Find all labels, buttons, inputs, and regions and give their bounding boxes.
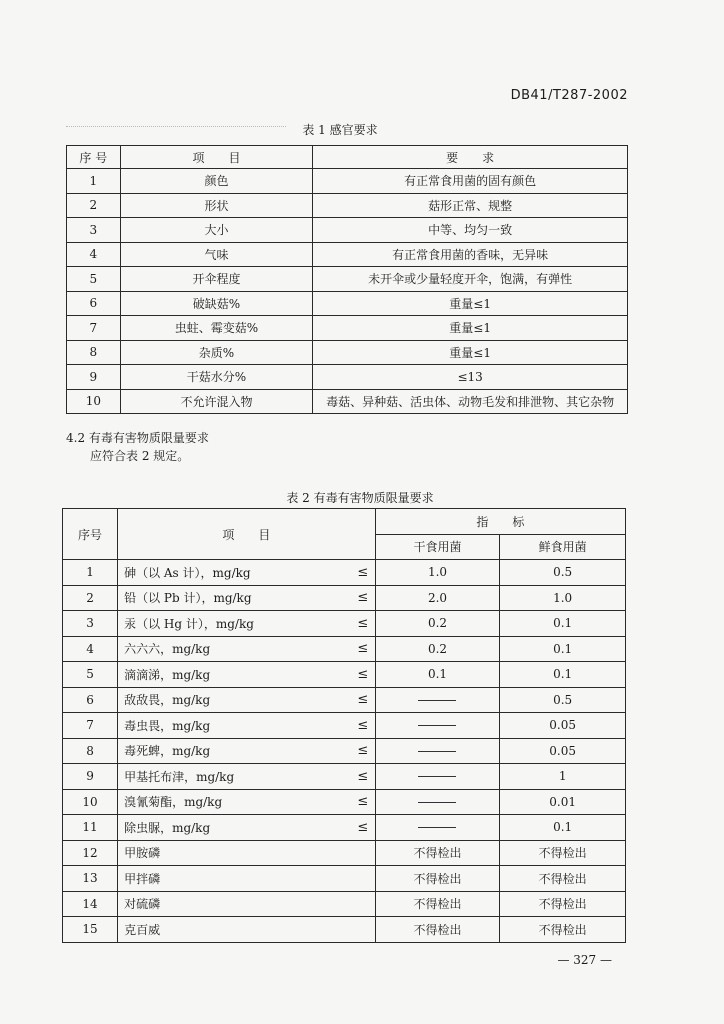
sensory-requirements-table [66, 145, 628, 414]
table2-limit-symbol: ≤ [351, 662, 375, 688]
table2-limit-symbol: ≤ [351, 815, 375, 841]
table2-fresh-value: 0.01 [500, 789, 626, 815]
table1-header-item: 项 目 [120, 146, 313, 169]
table1-item-cell: 杂质% [120, 340, 313, 365]
dash-mark [418, 725, 456, 726]
table1-requirement-cell: 重量≤1 [313, 340, 628, 365]
table1-row [67, 389, 628, 414]
table2-row [63, 866, 626, 892]
table2-fresh-value: 1 [500, 764, 626, 790]
table2-row [63, 840, 626, 866]
table2-limit-symbol: ≤ [351, 636, 375, 662]
table2-dry-value: 0.2 [375, 611, 500, 637]
table2-dry-value: 0.2 [375, 636, 500, 662]
table2-dry-value: 不得检出 [375, 866, 500, 892]
table2-item-cell: 毒虫畏，mg/kg [118, 713, 352, 739]
table2-item-cell: 铅（以 Pb 计），mg/kg [118, 585, 352, 611]
table2-dry-value: 不得检出 [375, 840, 500, 866]
table2-header-seq: 序号 [63, 509, 118, 560]
table2-item-cell: 除虫脲，mg/kg [118, 815, 352, 841]
table1-row [67, 218, 628, 243]
table2-row [63, 585, 626, 611]
table2-seq-cell: 10 [63, 789, 118, 815]
table1-row [67, 340, 628, 365]
table2-limit-symbol: ≤ [351, 713, 375, 739]
table2-header-dry: 干食用菌 [375, 534, 500, 560]
table2-item-cell: 克百威 [118, 917, 376, 943]
table1-seq-cell: 9 [67, 365, 121, 390]
table1-seq-cell: 1 [67, 169, 121, 194]
table2-dry-value: 0.1 [375, 662, 500, 688]
table2-header-index: 指 标 [375, 509, 625, 535]
table2-seq-cell: 6 [63, 687, 118, 713]
table2-item-cell: 六六六，mg/kg [118, 636, 352, 662]
table1-row [67, 291, 628, 316]
table2-seq-cell: 5 [63, 662, 118, 688]
table1-row [67, 169, 628, 194]
table2-item-cell: 甲拌磷 [118, 866, 376, 892]
table1-row [67, 242, 628, 267]
table1-item-cell: 颜色 [120, 169, 313, 194]
table2-limit-symbol: ≤ [351, 611, 375, 637]
table1-requirement-cell: 重量≤1 [313, 316, 628, 341]
table2-item-cell: 对硫磷 [118, 891, 376, 917]
table2-row [63, 738, 626, 764]
table1-header-requirement: 要 求 [313, 146, 628, 169]
dash-mark [418, 776, 456, 777]
table2-seq-cell: 4 [63, 636, 118, 662]
table2-dry-value: 不得检出 [375, 891, 500, 917]
table2-fresh-value: 0.5 [500, 687, 626, 713]
document-code: DB41/T287-2002 [510, 88, 628, 103]
table1-requirement-cell: 毒菇、异种菇、活虫体、动物毛发和排泄物、其它杂物 [313, 389, 628, 414]
table2-item-cell: 汞（以 Hg 计），mg/kg [118, 611, 352, 637]
table2-item-cell: 甲基托布津，mg/kg [118, 764, 352, 790]
table1-row [67, 316, 628, 341]
table2-dry-value: 不得检出 [375, 917, 500, 943]
table1-caption: 表 1 感官要求 [302, 123, 378, 137]
section-text: 应符合表 2 规定。 [90, 449, 190, 463]
table1-item-cell: 形状 [120, 193, 313, 218]
table2-dry-value: 1.0 [375, 560, 500, 586]
table2-row [63, 917, 626, 943]
table1-seq-cell: 10 [67, 389, 121, 414]
table2-fresh-value: 0.1 [500, 636, 626, 662]
section-4-2 [66, 429, 209, 465]
table2-seq-cell: 9 [63, 764, 118, 790]
table1-item-cell: 气味 [120, 242, 313, 267]
table2-fresh-value: 不得检出 [500, 917, 626, 943]
table2-fresh-value: 不得检出 [500, 891, 626, 917]
table1-seq-cell: 3 [67, 218, 121, 243]
table2-item-cell: 砷（以 As 计），mg/kg [118, 560, 352, 586]
table2-row [63, 891, 626, 917]
dash-mark [418, 802, 456, 803]
table1-requirement-cell: ≤13 [313, 365, 628, 390]
table2-row [63, 687, 626, 713]
table2-seq-cell: 7 [63, 713, 118, 739]
table2-fresh-value: 不得检出 [500, 866, 626, 892]
table2-item-cell: 溴氰菊酯，mg/kg [118, 789, 352, 815]
scan-artifact-line [66, 126, 286, 127]
table2-seq-cell: 2 [63, 585, 118, 611]
table2-header-fresh: 鲜食用菌 [500, 534, 626, 560]
table2-limit-symbol: ≤ [351, 687, 375, 713]
table1-requirement-cell: 未开伞或少量轻度开伞，饱满，有弹性 [313, 267, 628, 292]
table2-row [63, 662, 626, 688]
table2-dry-value [375, 789, 500, 815]
table2-row [63, 789, 626, 815]
table2-limit-symbol: ≤ [351, 585, 375, 611]
table1-requirement-cell: 菇形正常、规整 [313, 193, 628, 218]
table1-item-cell: 不允许混入物 [120, 389, 313, 414]
table2-header-row [63, 509, 626, 535]
table1-seq-cell: 8 [67, 340, 121, 365]
table1-row [67, 267, 628, 292]
table1-item-cell: 干菇水分% [120, 365, 313, 390]
table1-requirement-cell: 有正常食用菌的固有颜色 [313, 169, 628, 194]
table2-row [63, 713, 626, 739]
table2-row [63, 636, 626, 662]
table2-seq-cell: 13 [63, 866, 118, 892]
table2-item-cell: 敌敌畏，mg/kg [118, 687, 352, 713]
table2-dry-value [375, 687, 500, 713]
table1-item-cell: 大小 [120, 218, 313, 243]
table2-seq-cell: 11 [63, 815, 118, 841]
table2-row [63, 560, 626, 586]
table1-header-row [67, 146, 628, 169]
table2-limit-symbol: ≤ [351, 764, 375, 790]
table2-dry-value [375, 815, 500, 841]
table2-row [63, 611, 626, 637]
table2-item-cell: 毒死蜱，mg/kg [118, 738, 352, 764]
table1-seq-cell: 5 [67, 267, 121, 292]
table2-fresh-value: 不得检出 [500, 840, 626, 866]
table1-item-cell: 破缺菇% [120, 291, 313, 316]
table1-requirement-cell: 中等、均匀一致 [313, 218, 628, 243]
table2-seq-cell: 1 [63, 560, 118, 586]
table2-fresh-value: 0.05 [500, 713, 626, 739]
dash-mark [418, 751, 456, 752]
table2-fresh-value: 0.1 [500, 611, 626, 637]
table2-dry-value [375, 764, 500, 790]
table2-limit-symbol: ≤ [351, 789, 375, 815]
table2-header-item: 项 目 [118, 509, 376, 560]
table1-requirement-cell: 有正常食用菌的香味，无异味 [313, 242, 628, 267]
table2-fresh-value: 0.1 [500, 662, 626, 688]
table2-fresh-value: 0.1 [500, 815, 626, 841]
table1-seq-cell: 6 [67, 291, 121, 316]
table1-seq-cell: 4 [67, 242, 121, 267]
table1-item-cell: 虫蛀、霉变菇% [120, 316, 313, 341]
table1-row [67, 365, 628, 390]
table2-item-cell: 滴滴涕，mg/kg [118, 662, 352, 688]
table2-dry-value [375, 738, 500, 764]
table1-item-cell: 开伞程度 [120, 267, 313, 292]
table2-seq-cell: 15 [63, 917, 118, 943]
table2-dry-value: 2.0 [375, 585, 500, 611]
table1-seq-cell: 2 [67, 193, 121, 218]
table2-seq-cell: 3 [63, 611, 118, 637]
table2-limit-symbol: ≤ [351, 738, 375, 764]
toxic-substance-limits-table [62, 508, 626, 943]
table2-dry-value [375, 713, 500, 739]
section-heading: 4.2 有毒有害物质限量要求 [66, 431, 209, 445]
table2-fresh-value: 1.0 [500, 585, 626, 611]
table2-limit-symbol: ≤ [351, 560, 375, 586]
table2-seq-cell: 14 [63, 891, 118, 917]
table2-fresh-value: 0.05 [500, 738, 626, 764]
dash-mark [418, 827, 456, 828]
table2-item-cell: 甲胺磷 [118, 840, 376, 866]
table2-fresh-value: 0.5 [500, 560, 626, 586]
table2-seq-cell: 8 [63, 738, 118, 764]
table1-row [67, 193, 628, 218]
page-number: — 327 — [557, 953, 612, 967]
table2-caption: 表 2 有毒有害物质限量要求 [286, 491, 434, 505]
table1-requirement-cell: 重量≤1 [313, 291, 628, 316]
table2-seq-cell: 12 [63, 840, 118, 866]
table1-header-seq: 序 号 [67, 146, 121, 169]
table2-row [63, 815, 626, 841]
dash-mark [418, 700, 456, 701]
table2-row [63, 764, 626, 790]
table1-seq-cell: 7 [67, 316, 121, 341]
